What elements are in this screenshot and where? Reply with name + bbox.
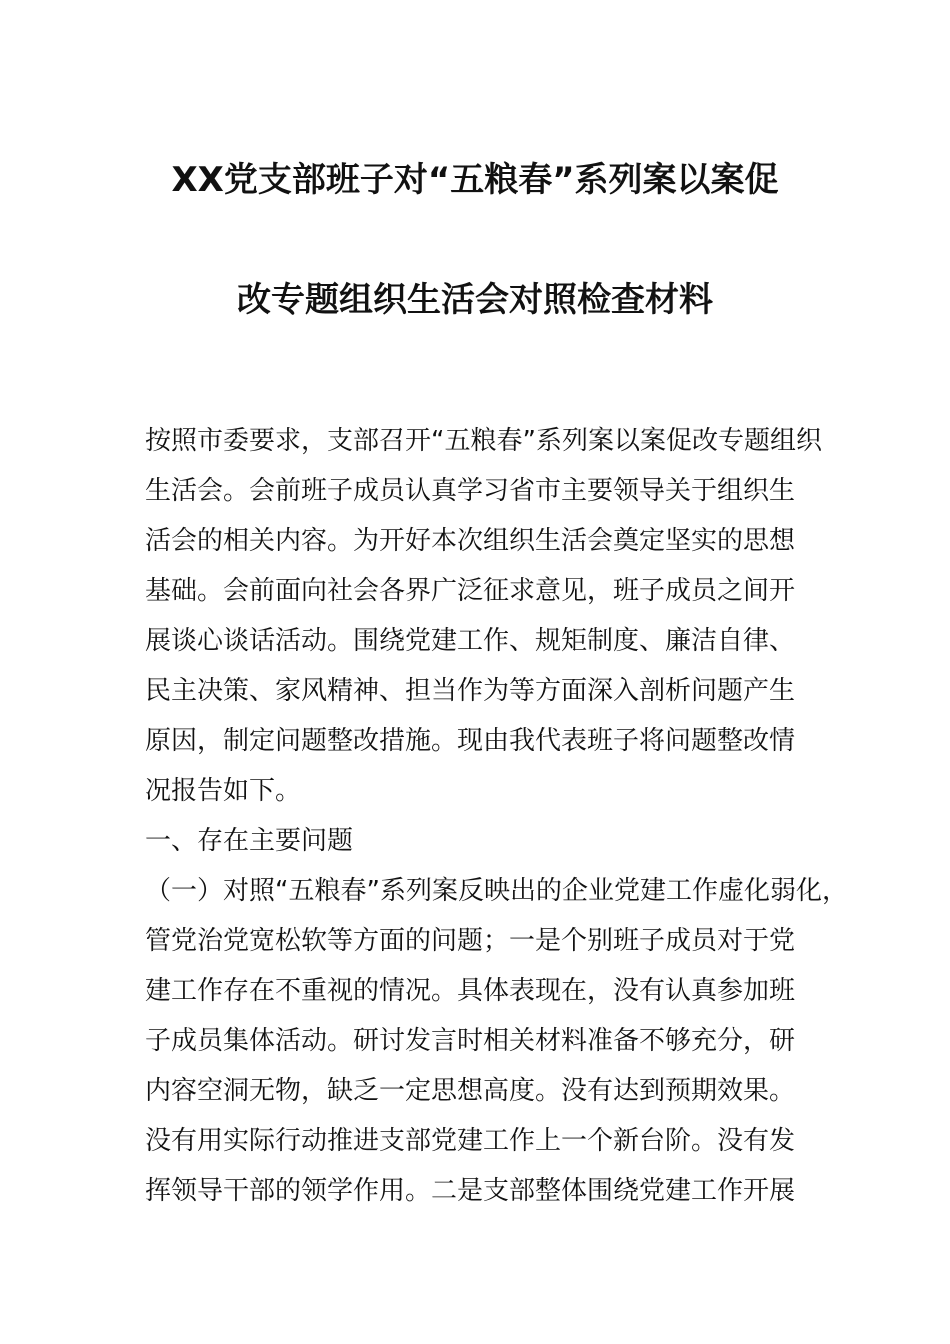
section-heading: 一、存在主要问题 bbox=[145, 826, 354, 856]
body-line: 活会的相关内容。为开好本次组织生活会奠定坚实的思想 bbox=[145, 526, 796, 556]
body-line: 没有用实际行动推进支部党建工作上一个新台阶。没有发 bbox=[145, 1126, 796, 1156]
document-title-line-2: 改专题组织生活会对照检查材料 bbox=[237, 280, 713, 320]
body-line: 原因，制定问题整改措施。现由我代表班子将问题整改情 bbox=[145, 726, 796, 756]
body-line: 内容空洞无物，缺乏一定思想高度。没有达到预期效果。 bbox=[145, 1076, 796, 1106]
body-line: 挥领导干部的领学作用。二是支部整体围绕党建工作开展 bbox=[145, 1176, 796, 1206]
document-body bbox=[145, 416, 848, 1216]
body-line: 生活会。会前班子成员认真学习省市主要领导关于组织生 bbox=[145, 476, 796, 506]
body-line: 建工作存在不重视的情况。具体表现在，没有认真参加班 bbox=[145, 976, 796, 1006]
body-line: 管党治党宽松软等方面的问题；一是个别班子成员对于党 bbox=[145, 926, 796, 956]
body-line: 展谈心谈话活动。围绕党建工作、规矩制度、廉洁自律、 bbox=[145, 626, 796, 656]
body-line: 子成员集体活动。研讨发言时相关材料准备不够充分，研 bbox=[145, 1026, 796, 1056]
body-line: 况报告如下。 bbox=[145, 776, 302, 806]
body-line: 按照市委要求，支部召开“五粮春”系列案以案促改专题组织 bbox=[145, 426, 822, 456]
subsection-line: （一）对照“五粮春”系列案反映出的企业党建工作虚化弱化， bbox=[145, 876, 848, 906]
document-title-line-1: XX党支部班子对“五粮春”系列案以案促 bbox=[171, 160, 779, 200]
body-line: 民主决策、家风精神、担当作为等方面深入剖析问题产生 bbox=[145, 676, 796, 706]
body-line: 基础。会前面向社会各界广泛征求意见，班子成员之间开 bbox=[145, 576, 796, 606]
